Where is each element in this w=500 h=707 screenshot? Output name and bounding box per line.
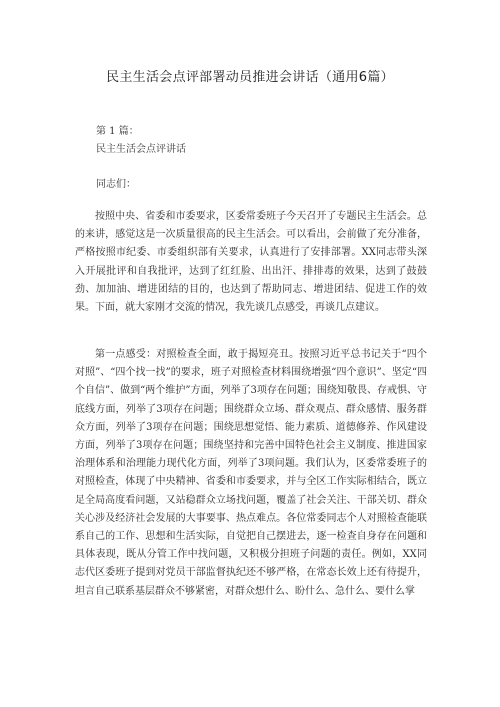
document-title: 民主生活会点评部署动员推进会讲话（通用6篇） [106,70,394,85]
section-label: 第 1 篇： [96,126,139,137]
section-subtitle: 民主生活会点评讲话 [96,144,186,155]
salutation: 同志们： [96,179,136,190]
body-paragraph-1: 按照中央、省委和市委要求，区委常委班子今天召开了专题民主生活会。总的来讲，感觉这是一次质量很高的民主生活会。可以看出，会前做了充分准备，严格按照市纪委、市委组织部有关要求，认真进行了安排部署。XX同志带头深入开展批评和自我批评，达到了红红脸、出出汗、排排毒的效果，达到了鼓鼓劲、加加油、增进团结的目的，也达到了帮助同志、增进团结、促进工作的效果。下面，就大家刚才交流的情况，我先谈几点感受，再谈几点建议。 [75,211,427,314]
body-paragraph-2: 第一点感受：对照检查全面，敢于揭短亮丑。按照习近平总书记关于“四个对照”、“四个找一找”的要求，班子对照检查材料围绕增强“四个意识”、坚定“四个自信”、做到“两个维护”方面，列举了3项存在问题；围绕知敬畏、存戒惧、守底线方面，列举了3项存在问题；围绕群众立场、群众观点、群众感情、服务群众方面，列举了3项存在问题；围绕思想觉悟、能力素质、道德修养、作风建设方面，列举了3项存在问题；围绕坚持和完善中国特色社会主义制度、推进国家治理体系和治理能力现代化方面，列举了3项问题。我们认为，区委常委班子的对照检查，体现了中央精神、省委和市委要求，并与全区工作实际相结合，既立足全局高度看问题，又站稳群众立场找问题，覆盖了社会关注、干部关切、群众关心涉及经济社会发展的大事要事、热点难点。各位常委同志个人对照检查能联系自己的工作、思想和生活实际，自觉把自己摆进去，逐一检查自身存在问题和具体表现，既从分管工作中找问题，又积极分担班子问题的责任。例如，XX同志代区委班子提到对党员干部监督执纪还不够严格，在常态长效上还有待提升，坦言自己联系基层群众不够紧密，对群众想什么、盼什么、急什么、要什么掌 [75,349,427,597]
